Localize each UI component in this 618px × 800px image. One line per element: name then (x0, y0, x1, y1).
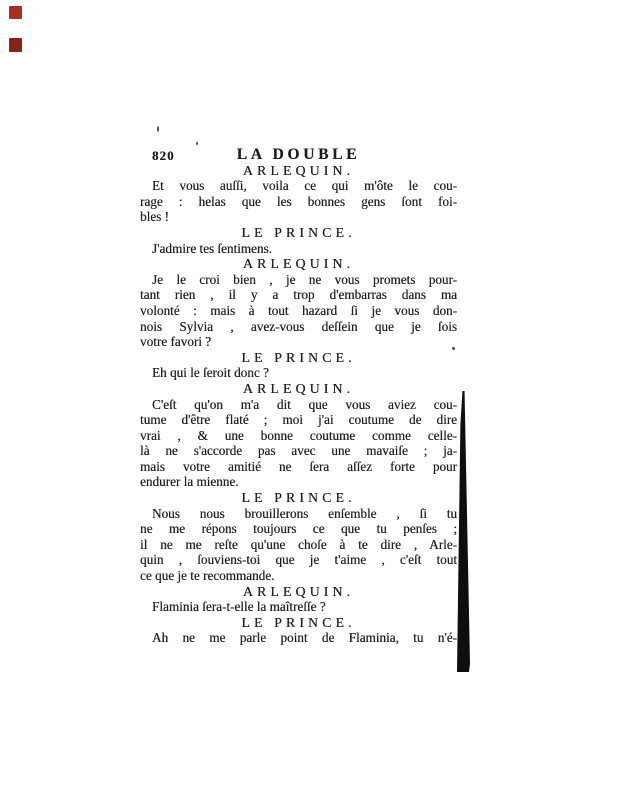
speaker-heading: LE PRINCE. (241, 614, 356, 630)
dialogue-blocks (140, 163, 457, 646)
text-line: nois Sylvia , avez-vous deſſein que je ſois (140, 318, 457, 334)
text-line: endurer la mienne. (140, 474, 239, 490)
text-line: bles ! (140, 209, 169, 225)
running-head (140, 147, 457, 163)
text-line: Et vous auſſi, voila ce qui m'ôte le cou- (152, 178, 457, 194)
text-line: mais votre amitié ne ſera aſſez forte pour (140, 458, 457, 474)
text-line: vrai , & une bonne coutume comme celle- (140, 427, 457, 443)
speaker-heading: LE PRINCE. (241, 349, 356, 365)
text-line: ce que je te recommande. (140, 568, 275, 584)
speaker-heading: ARLEQUIN. (242, 256, 355, 272)
text-line: rage : helas que les bonnes gens ſont foi- (140, 193, 457, 209)
page-number: 820 (152, 148, 175, 163)
text-line: Flaminia ſera-t-elle la maîtreſſe ? (152, 599, 326, 615)
text-line: C'eſt qu'on m'a dit que vous aviez cou- (152, 396, 457, 412)
text-line: quin , ſouviens-toi que je t'aime , c'eſt tout (140, 552, 457, 568)
scan-edge-bar (457, 391, 470, 672)
running-title: LA DOUBLE (236, 146, 361, 163)
text-line: J'admire tes ſentimens. (152, 240, 272, 256)
ink-speck (196, 142, 198, 145)
speaker-heading: LE PRINCE. (241, 224, 356, 240)
scan-red-mark-bottom (9, 38, 22, 52)
text-line: tant rien , il y a trop d'embarras dans ma (140, 287, 457, 303)
speaker-heading: ARLEQUIN. (242, 583, 355, 599)
text-line: Eh qui le ſeroit donc ? (152, 365, 269, 381)
text-line: volonté : mais à tout hazard ſi je vous don- (140, 302, 457, 318)
text-line: il ne me reſte qu'une choſe à te dire , Arle- (140, 536, 457, 552)
ink-speck (157, 126, 159, 132)
speaker-heading: LE PRINCE. (241, 490, 356, 506)
text-line: Nous nous brouillerons enſemble , ſi tu (152, 505, 457, 521)
text-line: tume d'être flaté ; moi j'ai coutume de dire (140, 412, 457, 428)
text-line: Je le croi bien , je ne vous promets pour- (152, 271, 457, 287)
text-line: ne me répons toujours ce que tu penſes ; (140, 521, 457, 537)
speaker-heading: ARLEQUIN. (242, 162, 355, 178)
text-block (140, 147, 457, 646)
text-line: votre favori ? (140, 334, 212, 350)
text-line: là ne s'accorde pas avec une mavaiſe ; ja- (140, 443, 457, 459)
text-line: Ah ne me parle point de Flaminia, tu n'é- (152, 630, 457, 646)
speaker-heading: ARLEQUIN. (242, 380, 355, 396)
scan-red-mark-top (9, 6, 22, 19)
